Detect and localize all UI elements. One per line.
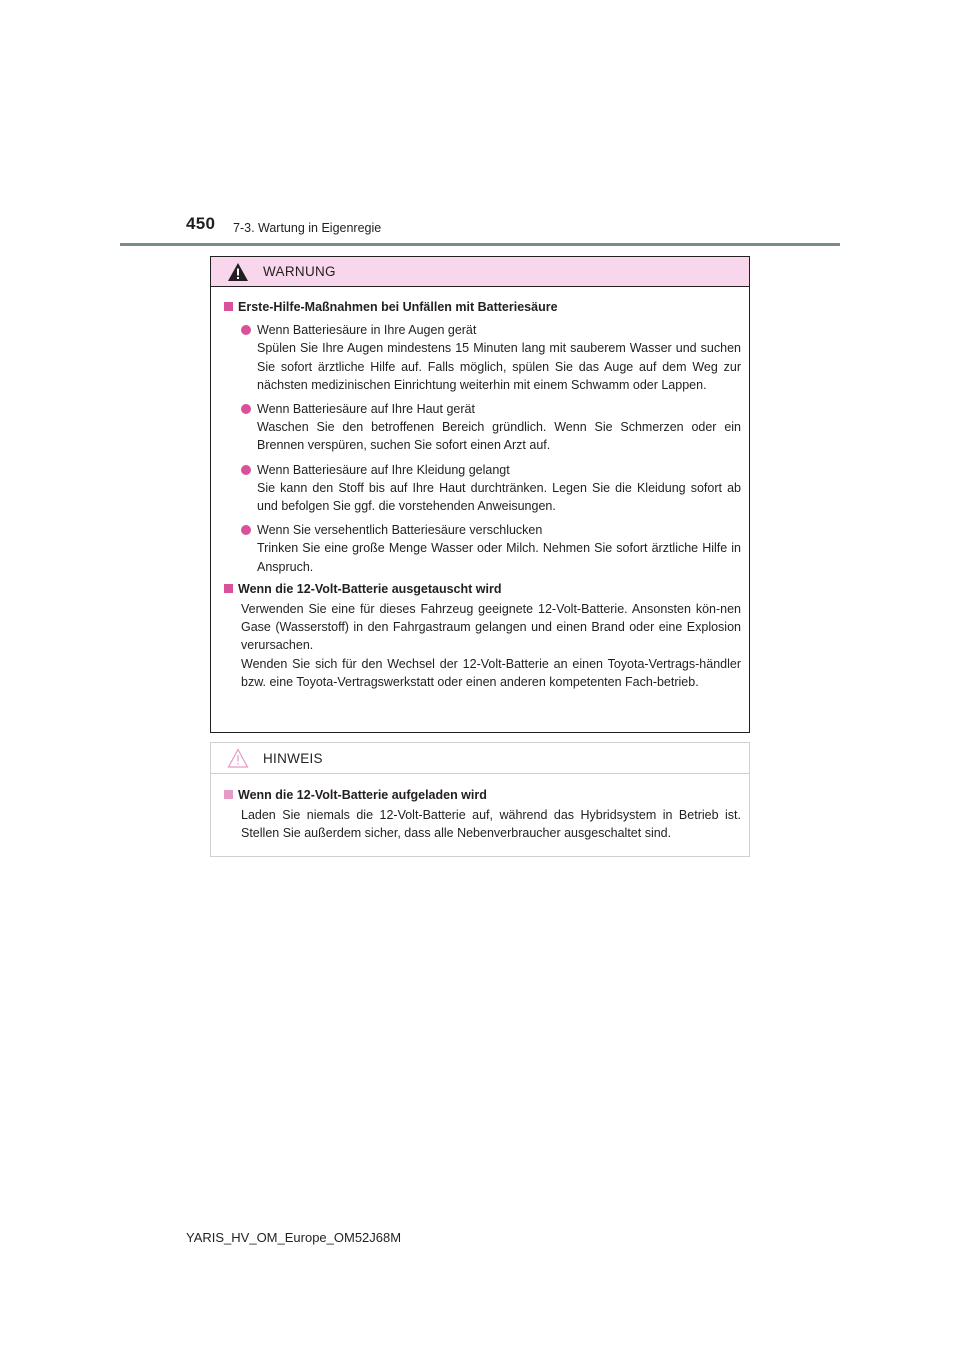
round-bullet-icon <box>241 465 251 475</box>
warning-title: WARNUNG <box>263 264 336 279</box>
section-heading <box>224 580 741 598</box>
round-bullet-icon <box>241 325 251 335</box>
notice-heading <box>224 786 741 804</box>
header-rule <box>120 243 840 246</box>
round-bullet-icon <box>241 404 251 414</box>
page-number: 450 <box>186 214 216 233</box>
list-item <box>241 461 741 516</box>
square-bullet-icon <box>224 302 233 311</box>
section-title: 7-3. Wartung in Eigenregie <box>233 221 382 235</box>
item-title: Wenn Batteriesäure auf Ihre Haut gerät <box>257 402 475 417</box>
section-heading-text: Wenn die 12-Volt-Batterie ausgetauscht wird <box>238 581 502 596</box>
item-title: Wenn Batteriesäure auf Ihre Kleidung gelangt <box>257 462 510 477</box>
paragraph: Wenden Sie sich für den Wechsel der 12-Volt-Batterie an einen Toyota-Vertrags-händler bzw. eine Toyota-Vertragswerkstatt oder einen anderen kompetenten Fach-betrieb. <box>241 656 741 689</box>
warning-header <box>211 257 749 287</box>
notice-heading-text: Wenn die 12-Volt-Batterie aufgeladen wird <box>238 788 487 802</box>
section-heading <box>224 298 741 316</box>
round-bullet-icon <box>241 525 251 535</box>
item-title: Wenn Batteriesäure in Ihre Augen gerät <box>257 323 477 338</box>
warning-triangle-icon <box>227 262 249 282</box>
notice-body <box>211 774 749 843</box>
notice-text: Laden Sie niemals die 12-Volt-Batterie auf, während das Hybridsystem in Betrieb ist. Stellen Sie außerdem sicher, dass alle Nebenverbraucher ausgeschaltet sind. <box>241 808 741 841</box>
notice-title: HINWEIS <box>263 750 323 766</box>
notice-box <box>210 742 750 857</box>
notice-header <box>211 743 749 774</box>
warning-body <box>211 287 749 691</box>
item-text: Waschen Sie den betroffenen Bereich gründlich. Wenn Sie Schmerzen oder ein Brennen verspüren, suchen Sie sofort einen Arzt auf. <box>257 420 741 453</box>
paragraph: Verwenden Sie eine für dieses Fahrzeug geeignete 12-Volt-Batterie. Ansonsten kön-nen Gase (Wasserstoff) in den Fahrgastraum gelangen und einen Brand oder eine Explosion verursachen. <box>241 602 741 653</box>
item-text: Trinken Sie eine große Menge Wasser oder Milch. Nehmen Sie sofort ärztliche Hilfe in Anspruch. <box>257 541 741 574</box>
square-bullet-icon <box>224 584 233 593</box>
list-item <box>241 321 741 394</box>
item-text: Spülen Sie Ihre Augen mindestens 15 Minuten lang mit sauberem Wasser und suchen Sie sofort ärztliche Hilfe auf. Falls möglich, spülen Sie das Auge auf dem Weg zur nächsten medizinischen Einrichtung weiterhin mit einem Schwamm oder Lappen. <box>257 341 741 392</box>
caution-triangle-icon <box>227 748 249 768</box>
bullet-list <box>224 321 741 576</box>
section-heading-text: Erste-Hilfe-Maßnahmen bei Unfällen mit Batteriesäure <box>238 300 558 314</box>
square-bullet-icon <box>224 790 233 799</box>
list-item <box>241 400 741 455</box>
item-title: Wenn Sie versehentlich Batteriesäure verschlucken <box>257 523 543 538</box>
item-text: Sie kann den Stoff bis auf Ihre Haut durchtränken. Legen Sie die Kleidung sofort ab und befolgen Sie ggf. die vorstehenden Anweisungen. <box>257 480 741 514</box>
document-code: YARIS_HV_OM_Europe_OM52J68M <box>186 1230 402 1245</box>
warning-box <box>210 256 750 733</box>
list-item <box>241 521 741 576</box>
